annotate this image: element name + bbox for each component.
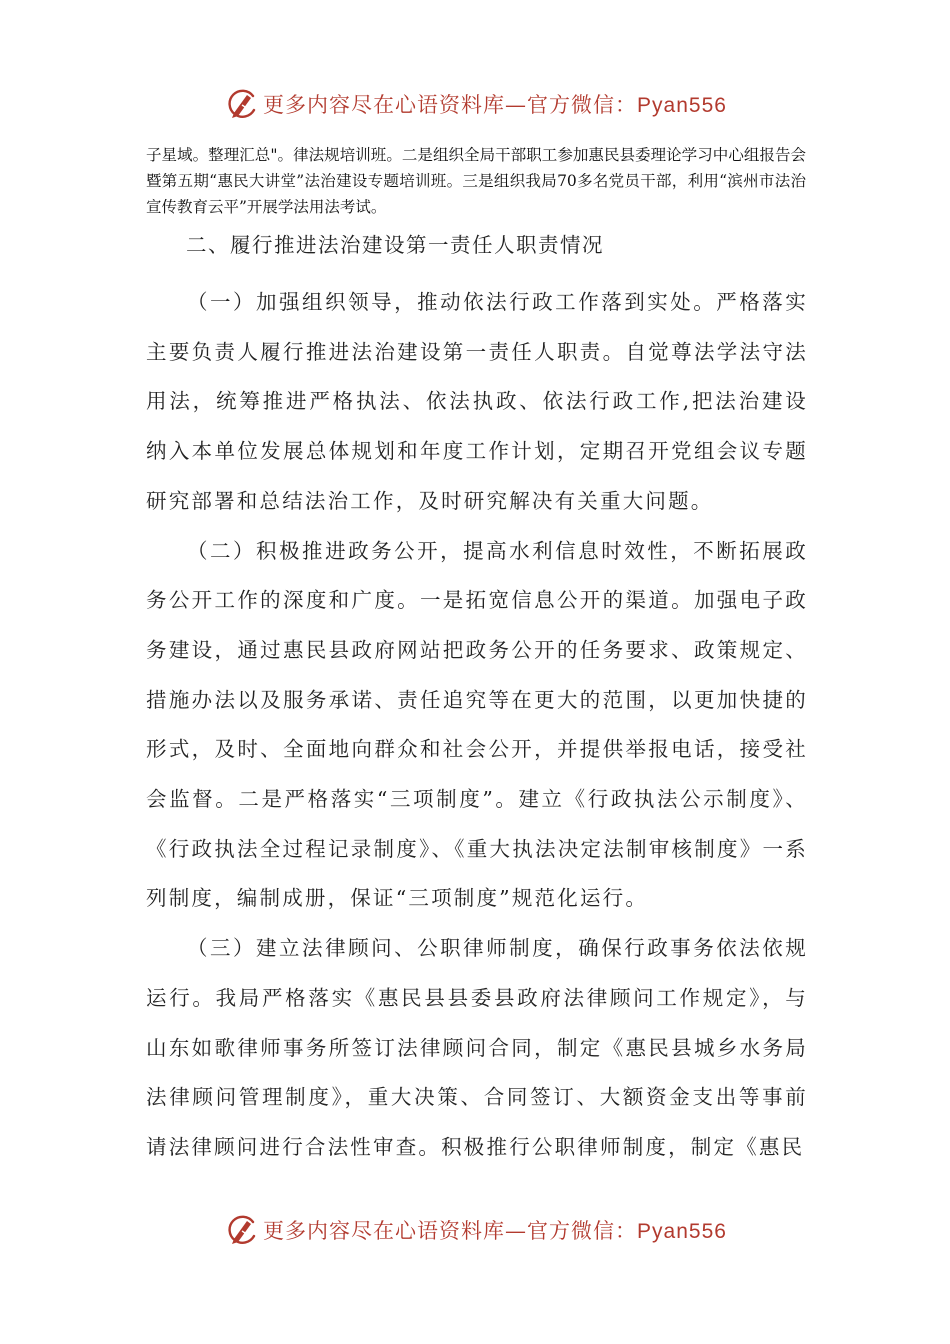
paragraph: （二）积极推进政务公开，提高水利信息时效性，不断拓展政务公开工作的深度和广度。一是拓宽信息公开的渠道。加强电子政务建设，通过惠民县政府网站把政务公开的任务要求、政策规定、措施办法以及服务承诺、责任追究等在更大的范围，以更加快捷的形式，及时、全面地向群众和社会公开，并提供举报电话，接受社会监督。二是严格落实“三项制度”。建立《行政执法公示制度》、《行政执法全过程记录制度》、《重大执法决定法制审核制度》一系列制度，编制成册，保证“三项制度”规范化运行。 [146, 538, 808, 911]
wechat-handle: Pyan556 [637, 1220, 727, 1243]
paragraph: （三）建立法律顾问、公职律师制度，确保行政事务依法依规运行。我局严格落实《惠民县县委县政府法律顾问工作规定》，与山东如歌律师事务所签订法律顾问合同，制定《惠民县城乡水务局法律顾问管理制度》，重大决策、合同签订、大额资金支出等事前请法律顾问进行合法性审查。积极推行公职律师制度，制定《惠民 [146, 936, 808, 1159]
pen-nib-circle-icon [223, 1212, 259, 1248]
banner-text: 更多内容尽在心语资料库—官方微信：Pyan556 [263, 1219, 727, 1243]
footer-banner [0, 1210, 950, 1250]
section-heading: 二、履行推进法治建设第一责任人职责情况 [186, 233, 604, 257]
wechat-handle: Pyan556 [637, 94, 727, 117]
body-text [146, 278, 808, 1173]
continuation-paragraph: 子星域。整理汇总"。律法规培训班。二是组织全局干部职工参加惠民县委理论学习中心组报告会暨第五期“惠民大讲堂”法治建设专题培训班。三是组织我局70多名党员干部，利用“滨州市法治宣传教育云平”开展学法用法考试。 [146, 146, 806, 216]
pen-nib-circle-icon [223, 86, 259, 122]
paragraph: （一）加强组织领导，推动依法行政工作落到实处。严格落实主要负责人履行推进法治建设第一责任人职责。自觉尊法学法守法用法，统筹推进严格执法、依法执政、依法行政工作,把法治建设纳入本单位发展总体规划和年度工作计划，定期召开党组会议专题研究部署和总结法治工作，及时研究解决有关重大问题。 [146, 290, 808, 513]
banner-text: 更多内容尽在心语资料库—官方微信：Pyan556 [263, 93, 727, 117]
header-banner [0, 84, 950, 124]
